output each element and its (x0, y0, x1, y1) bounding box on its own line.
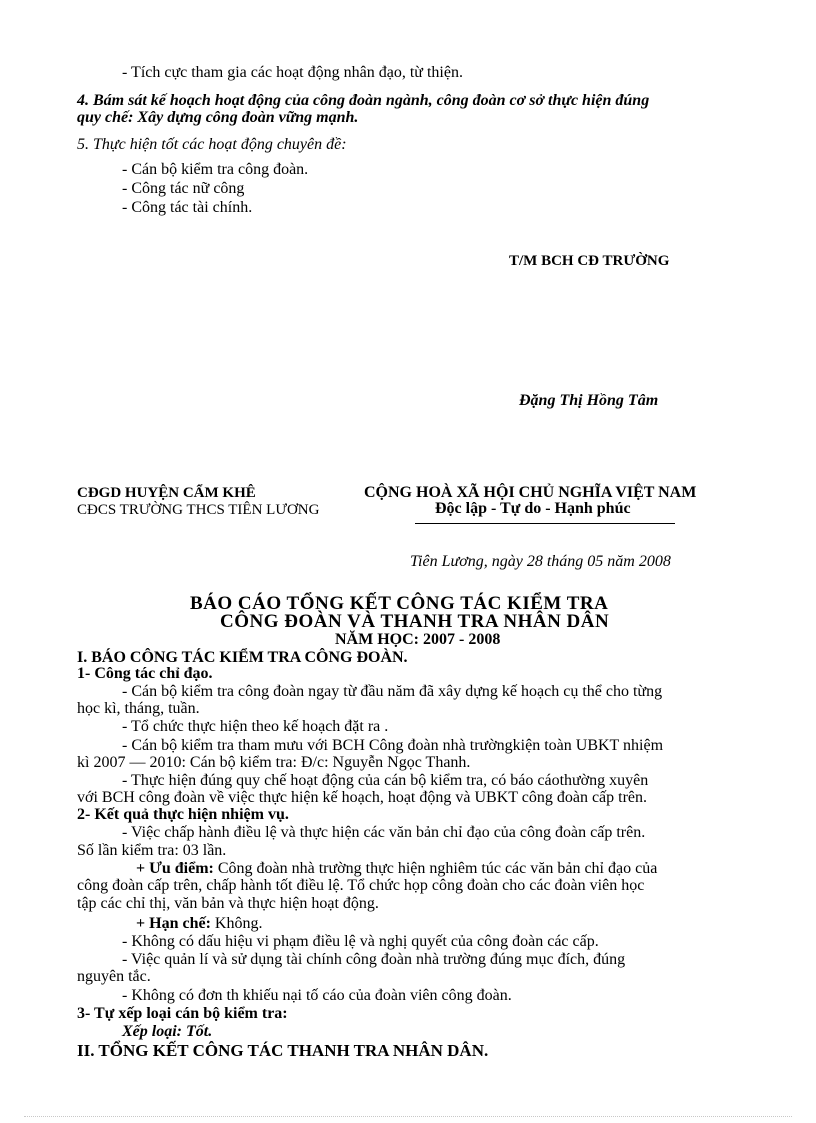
topic-item: - Công tác nữ công (122, 180, 245, 197)
advantages-label: + Ưu điểm: (136, 860, 214, 877)
paragraph-line: - Thực hiện đúng quy chế hoạt động của cán bộ kiểm tra, có báo cáothường xuyên (122, 772, 649, 789)
report-title-line2: CÔNG ĐOÀN VÀ THANH TRA NHÂN DÂN (220, 611, 610, 632)
signature-title: T/M BCH CĐ TRƯỜNG (509, 253, 670, 269)
advantages-line: + Ưu điểm: Công đoàn nhà trường thực hiện nghiêm túc các văn bản chỉ đạo của (136, 860, 658, 877)
subsection-2-heading: 2- Kết quả thực hiện nhiệm vụ. (77, 806, 289, 823)
topic-item: - Cán bộ kiểm tra công đoàn. (122, 161, 309, 178)
signer-name: Đặng Thị Hồng Tâm (519, 392, 659, 409)
date-line: Tiên Lương, ngày 28 tháng 05 năm 2008 (410, 553, 671, 570)
paragraph-line: - Không có dấu hiệu vi phạm điều lệ và nghị quyết của công đoàn các cấp. (122, 933, 599, 950)
paragraph-line: - Không có đơn th khiếu nại tố cáo của đoàn viên công đoàn. (122, 987, 512, 1004)
subsection-3-heading: 3- Tự xếp loại cán bộ kiểm tra: (77, 1005, 288, 1022)
paragraph-line: tập các chỉ thị, văn bản và thực hiện hoạt động. (77, 895, 379, 912)
paragraph-line: với BCH công đoàn về việc thực hiện kế hoạch, hoạt động và UBKT công đoàn cấp trên. (77, 789, 648, 806)
limitations-label: + Hạn chế: (136, 915, 211, 932)
rating: Xếp loại: Tốt. (122, 1023, 213, 1040)
subsection-1-heading: 1- Công tác chỉ đạo. (77, 665, 213, 682)
motto: Độc lập - Tự do - Hạnh phúc (435, 500, 631, 517)
org-line1: CĐGD HUYỆN CẨM KHÊ (77, 485, 256, 501)
paragraph-line: học kì, tháng, tuần. (77, 700, 200, 717)
item-5: 5. Thực hiện tốt các hoạt động chuyên đề: (77, 136, 347, 153)
item-4-line2: quy chế: Xây dựng công đoàn vững mạnh. (77, 109, 359, 126)
paragraph-line: nguyên tắc. (77, 968, 151, 985)
topic-item: - Công tác tài chính. (122, 199, 253, 216)
paragraph-line: kì 2007 — 2010: Cán bộ kiểm tra: Đ/c: Nguyễn Ngọc Thanh. (77, 754, 471, 771)
paragraph-line: Số lần kiểm tra: 03 lần. (77, 842, 227, 859)
paragraph-line: - Việc quản lí và sử dụng tài chính công đoàn nhà trường đúng mục đích, đúng (122, 951, 626, 968)
paragraph-line: - Cán bộ kiểm tra công đoàn ngay từ đầu năm đã xây dựng kế hoạch cụ thể cho từng (122, 683, 663, 700)
section-2-heading: II. TỔNG KẾT CÔNG TÁC THANH TRA NHÂN DÂN. (77, 1041, 489, 1060)
bullet-charity: - Tích cực tham gia các hoạt động nhân đạo, từ thiện. (122, 64, 463, 81)
paragraph-line: - Việc chấp hành điều lệ và thực hiện các văn bản chỉ đạo của công đoàn cấp trên. (122, 824, 646, 841)
limitations-line: + Hạn chế: Không. (136, 915, 263, 932)
nation-name: CỘNG HOÀ XÃ HỘI CHỦ NGHĨA VIỆT NAM (364, 484, 697, 501)
paragraph-line: công đoàn cấp trên, chấp hành tốt điều lệ. Tổ chức họp công đoàn cho các đoàn viên học (77, 877, 645, 894)
org-line2: CĐCS TRƯỜNG THCS TIÊN LƯƠNG (77, 502, 320, 518)
page-bottom-divider (24, 1116, 792, 1117)
paragraph-line: - Tổ chức thực hiện theo kế hoạch đặt ra . (122, 718, 389, 735)
motto-underline (415, 523, 675, 524)
report-title-line1: BÁO CÁO TỔNG KẾT CÔNG TÁC KIỂM TRA (190, 593, 609, 614)
section-1-heading: I. BÁO CÔNG TÁC KIỂM TRA CÔNG ĐOÀN. (77, 649, 408, 666)
paragraph-line: - Cán bộ kiểm tra tham mưu với BCH Công đoàn nhà trườngkiện toàn UBKT nhiệm (122, 737, 664, 754)
school-year: NĂM HỌC: 2007 - 2008 (335, 631, 501, 648)
item-4-line1: 4. Bám sát kế hoạch hoạt động của công đoàn ngành, công đoàn cơ sở thực hiện đúng (77, 92, 650, 109)
